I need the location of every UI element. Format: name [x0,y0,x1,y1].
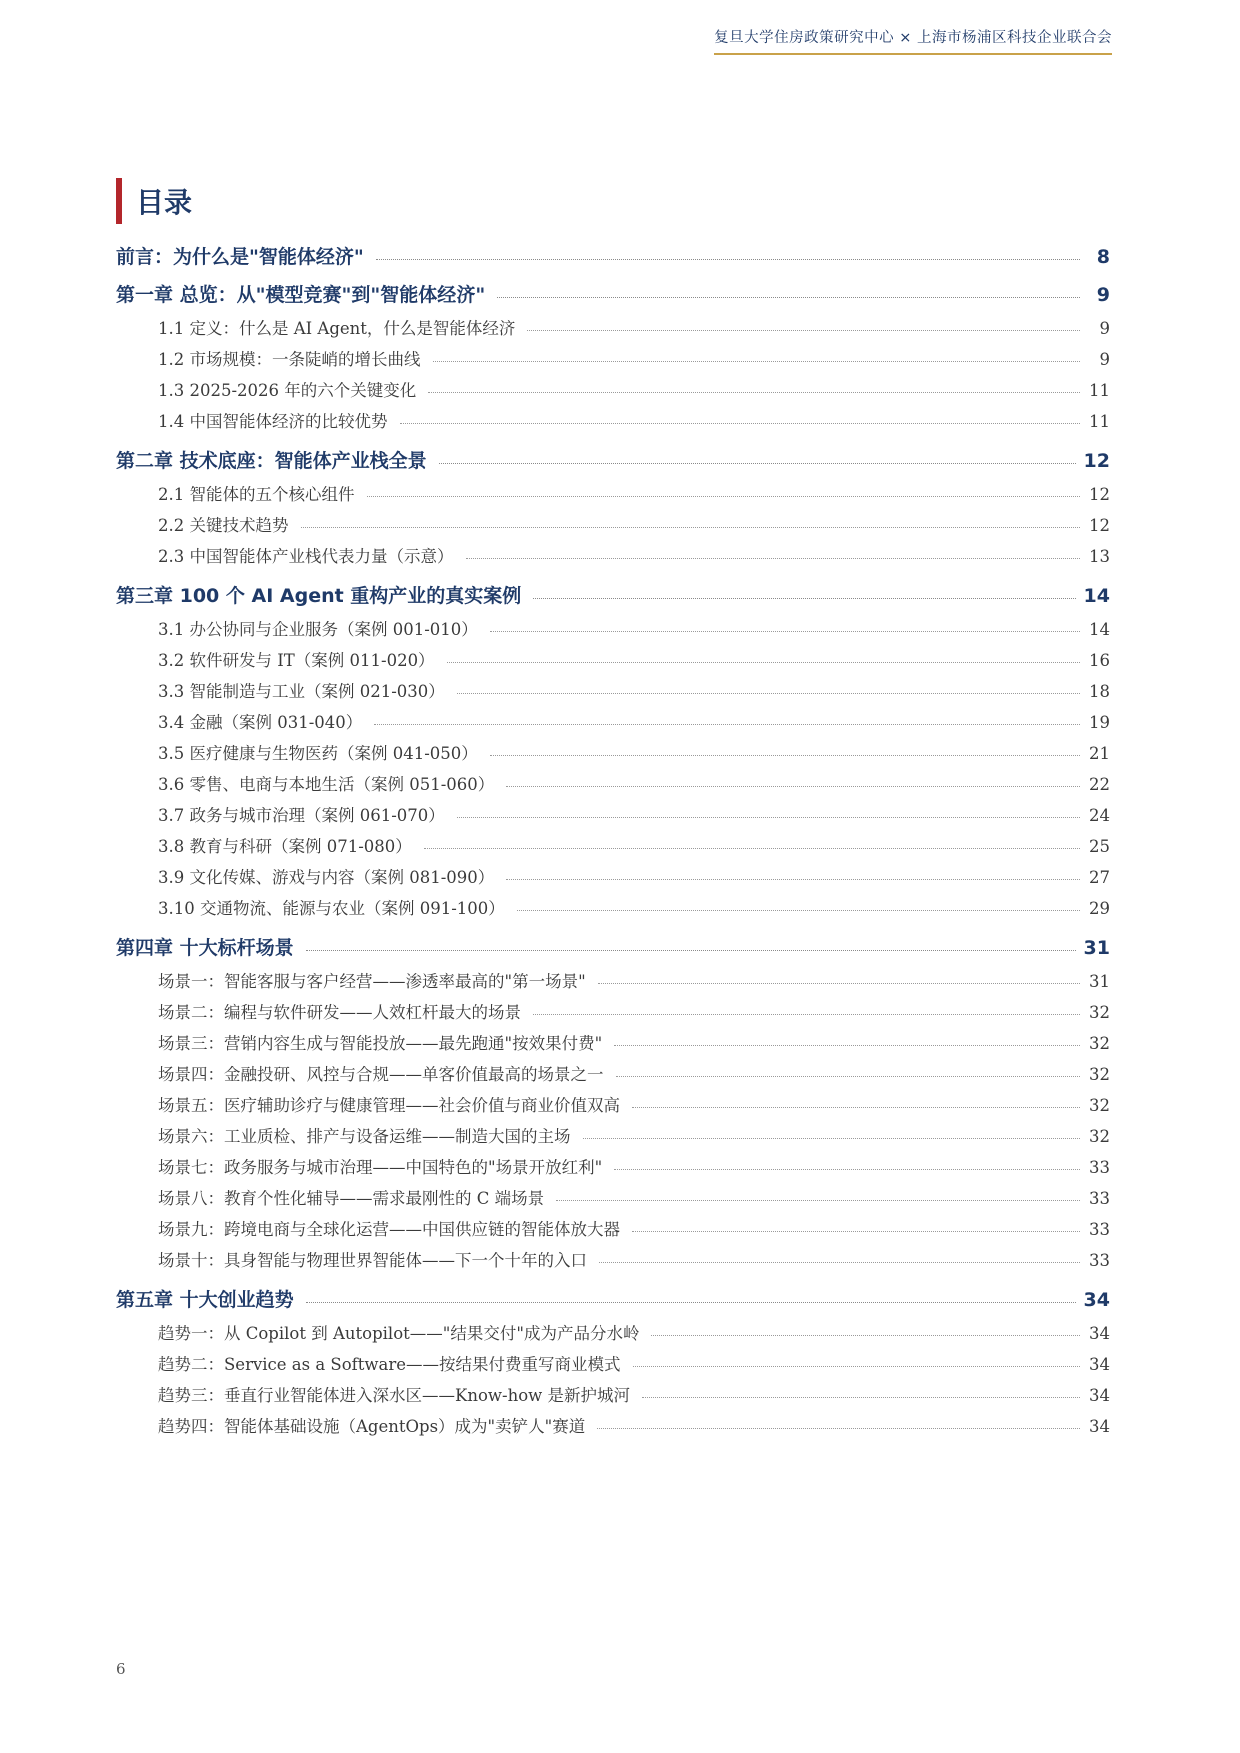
entry-page-number: 25 [1089,837,1110,856]
dot-leader [490,631,1080,632]
entry-label: 第五章 十大创业趋势 [116,1289,294,1311]
toc-chapter-entry[interactable] [116,280,1110,307]
dot-leader [533,598,1075,599]
entry-label: 场景八：教育个性化辅导——需求最刚性的 C 端场景 [158,1189,545,1208]
entry-page-number: 11 [1089,412,1110,431]
dot-leader [400,423,1081,424]
toc-section-entry[interactable] [116,1030,1110,1054]
entry-page-number: 22 [1089,775,1110,794]
entry-page-number: 12 [1089,485,1110,504]
entry-page-number: 8 [1096,246,1110,268]
toc-section-entry[interactable] [116,1123,1110,1147]
toc-chapter-entry[interactable] [116,933,1110,960]
dot-leader [642,1397,1080,1398]
entry-page-number: 12 [1083,450,1110,472]
entry-page-number: 33 [1089,1251,1110,1270]
toc-heading [116,178,192,224]
entry-page-number: 32 [1089,1127,1110,1146]
entry-label: 场景五：医疗辅助诊疗与健康管理——社会价值与商业价值双高 [158,1096,620,1115]
toc-section-entry[interactable] [116,1382,1110,1406]
dot-leader [457,817,1080,818]
entry-page-number: 11 [1089,381,1110,400]
toc-chapter-entry[interactable] [116,242,1110,269]
entry-page-number: 32 [1089,1096,1110,1115]
toc-chapter-entry[interactable] [116,446,1110,473]
entry-label: 场景七：政务服务与城市治理——中国特色的"场景开放红利" [158,1158,603,1177]
toc-section-entry[interactable] [116,543,1110,567]
entry-page-number: 31 [1089,972,1110,991]
dot-leader [599,1262,1080,1263]
entry-label: 3.8 教育与科研（案例 071-080） [158,837,412,856]
dot-leader [598,983,1080,984]
entry-label: 2.1 智能体的五个核心组件 [158,485,355,504]
entry-page-number: 33 [1089,1158,1110,1177]
entry-label: 3.3 智能制造与工业（案例 021-030） [158,682,445,701]
toc-section-entry[interactable] [116,1061,1110,1085]
dot-leader [633,1366,1080,1367]
document-header: 复旦大学住房政策研究中心 × 上海市杨浦区科技企业联合会 [714,26,1112,55]
toc-section-entry[interactable] [116,709,1110,733]
entry-page-number: 27 [1089,868,1110,887]
toc-section-entry[interactable] [116,802,1110,826]
entry-label: 第四章 十大标杆场景 [116,937,294,959]
dot-leader [376,259,1080,260]
dot-leader [517,910,1080,911]
toc-section-entry[interactable] [116,999,1110,1023]
entry-page-number: 16 [1089,651,1110,670]
dot-leader [367,496,1081,497]
entry-page-number: 34 [1089,1324,1110,1343]
entry-page-number: 24 [1089,806,1110,825]
entry-page-number: 34 [1089,1417,1110,1436]
entry-page-number: 32 [1089,1034,1110,1053]
dot-leader [556,1200,1080,1201]
dot-leader [614,1169,1080,1170]
toc-chapter-entry[interactable] [116,1285,1110,1312]
entry-page-number: 19 [1089,713,1110,732]
entry-label: 1.3 2025-2026 年的六个关键变化 [158,381,417,400]
entry-page-number: 34 [1089,1386,1110,1405]
dot-leader [457,693,1080,694]
dot-leader [527,330,1080,331]
dot-leader [439,463,1076,464]
entry-label: 3.2 软件研发与 IT（案例 011-020） [158,651,435,670]
toc-section-entry[interactable] [116,346,1110,370]
entry-label: 3.1 办公协同与企业服务（案例 001-010） [158,620,478,639]
toc-section-entry[interactable] [116,1092,1110,1116]
entry-page-number: 9 [1099,319,1110,338]
entry-page-number: 34 [1083,1289,1110,1311]
entry-label: 第三章 100 个 AI Agent 重构产业的真实案例 [116,585,522,607]
entry-page-number: 14 [1089,620,1110,639]
dot-leader [301,527,1081,528]
entry-label: 3.5 医疗健康与生物医药（案例 041-050） [158,744,478,763]
page-number: 6 [116,1660,126,1678]
toc-section-entry[interactable] [116,1216,1110,1240]
entry-page-number: 14 [1083,585,1110,607]
entry-label: 趋势四：智能体基础设施（AgentOps）成为"卖铲人"赛道 [158,1417,586,1436]
entry-label: 2.2 关键技术趋势 [158,516,289,535]
entry-page-number: 33 [1089,1189,1110,1208]
entry-label: 场景六：工业质检、排产与设备运维——制造大国的主场 [158,1127,571,1146]
entry-page-number: 29 [1089,899,1110,918]
entry-label: 3.9 文化传媒、游戏与内容（案例 081-090） [158,868,495,887]
entry-label: 场景九：跨境电商与全球化运营——中国供应链的智能体放大器 [158,1220,620,1239]
dot-leader [497,297,1080,298]
dot-leader [506,786,1080,787]
toc-section-entry[interactable] [116,481,1110,505]
toc-section-entry[interactable] [116,408,1110,432]
entry-page-number: 9 [1099,350,1110,369]
toc-section-entry[interactable] [116,740,1110,764]
dot-leader [651,1335,1080,1336]
entry-label: 第二章 技术底座：智能体产业栈全景 [116,450,427,472]
entry-label: 1.4 中国智能体经济的比较优势 [158,412,388,431]
entry-page-number: 12 [1089,516,1110,535]
entry-label: 3.10 交通物流、能源与农业（案例 091-100） [158,899,505,918]
dot-leader [424,848,1080,849]
entry-label: 趋势一：从 Copilot 到 Autopilot——"结果交付"成为产品分水岭 [158,1324,640,1343]
toc-chapter-entry[interactable] [116,581,1110,608]
entry-label: 3.7 政务与城市治理（案例 061-070） [158,806,445,825]
toc-section-entry[interactable] [116,377,1110,401]
toc-section-entry[interactable] [116,1185,1110,1209]
dot-leader [466,558,1081,559]
toc-section-entry[interactable] [116,1320,1110,1344]
dot-leader [490,755,1080,756]
toc-section-entry[interactable] [116,512,1110,536]
dot-leader [428,392,1080,393]
entry-page-number: 18 [1089,682,1110,701]
toc-section-entry[interactable] [116,647,1110,671]
entry-page-number: 31 [1083,937,1110,959]
entry-page-number: 9 [1096,284,1110,306]
dot-leader [616,1076,1081,1077]
dot-leader [374,724,1080,725]
dot-leader [632,1231,1080,1232]
entry-label: 场景四：金融投研、风控与合规——单客价值最高的场景之一 [158,1065,604,1084]
entry-label: 场景二：编程与软件研发——人效杠杆最大的场景 [158,1003,521,1022]
entry-page-number: 33 [1089,1220,1110,1239]
entry-label: 2.3 中国智能体产业栈代表力量（示意） [158,547,454,566]
toc-section-entry[interactable] [116,968,1110,992]
toc-section-entry[interactable] [116,1247,1110,1271]
entry-page-number: 34 [1089,1355,1110,1374]
toc-section-entry[interactable] [116,1351,1110,1375]
toc-section-entry[interactable] [116,833,1110,857]
dot-leader [306,1302,1076,1303]
dot-leader [583,1138,1081,1139]
entry-label: 趋势二：Service as a Software——按结果付费重写商业模式 [158,1355,621,1374]
entry-label: 场景三：营销内容生成与智能投放——最先跑通"按效果付费" [158,1034,603,1053]
entry-label: 3.4 金融（案例 031-040） [158,713,363,732]
toc-section-entry[interactable] [116,678,1110,702]
dot-leader [533,1014,1080,1015]
entry-page-number: 13 [1089,547,1110,566]
toc-title: 目录 [136,186,193,219]
dot-leader [447,662,1080,663]
entry-label: 第一章 总览：从"模型竞赛"到"智能体经济" [116,284,486,306]
dot-leader [632,1107,1080,1108]
toc-section-entry[interactable] [116,616,1110,640]
entry-label: 1.1 定义：什么是 AI Agent，什么是智能体经济 [158,319,516,338]
entry-label: 趋势三：垂直行业智能体进入深水区——Know-how 是新护城河 [158,1386,631,1405]
dot-leader [506,879,1080,880]
toc-section-entry[interactable] [116,315,1110,339]
entry-label: 场景十：具身智能与物理世界智能体——下一个十年的入口 [158,1251,587,1270]
entry-label: 3.6 零售、电商与本地生活（案例 051-060） [158,775,495,794]
toc-section-entry[interactable] [116,1154,1110,1178]
entry-page-number: 32 [1089,1003,1110,1022]
dot-leader [597,1428,1080,1429]
toc-section-entry[interactable] [116,895,1110,919]
toc-section-entry[interactable] [116,771,1110,795]
entry-page-number: 21 [1089,744,1110,763]
toc-section-entry[interactable] [116,1413,1110,1437]
title-accent-bar [116,178,122,224]
toc-section-entry[interactable] [116,864,1110,888]
entry-label: 1.2 市场规模：一条陡峭的增长曲线 [158,350,421,369]
entry-label: 前言：为什么是"智能体经济" [116,246,364,268]
dot-leader [614,1045,1080,1046]
dot-leader [433,361,1081,362]
entry-label: 场景一：智能客服与客户经营——渗透率最高的"第一场景" [158,972,586,991]
entry-page-number: 32 [1089,1065,1110,1084]
dot-leader [306,950,1076,951]
